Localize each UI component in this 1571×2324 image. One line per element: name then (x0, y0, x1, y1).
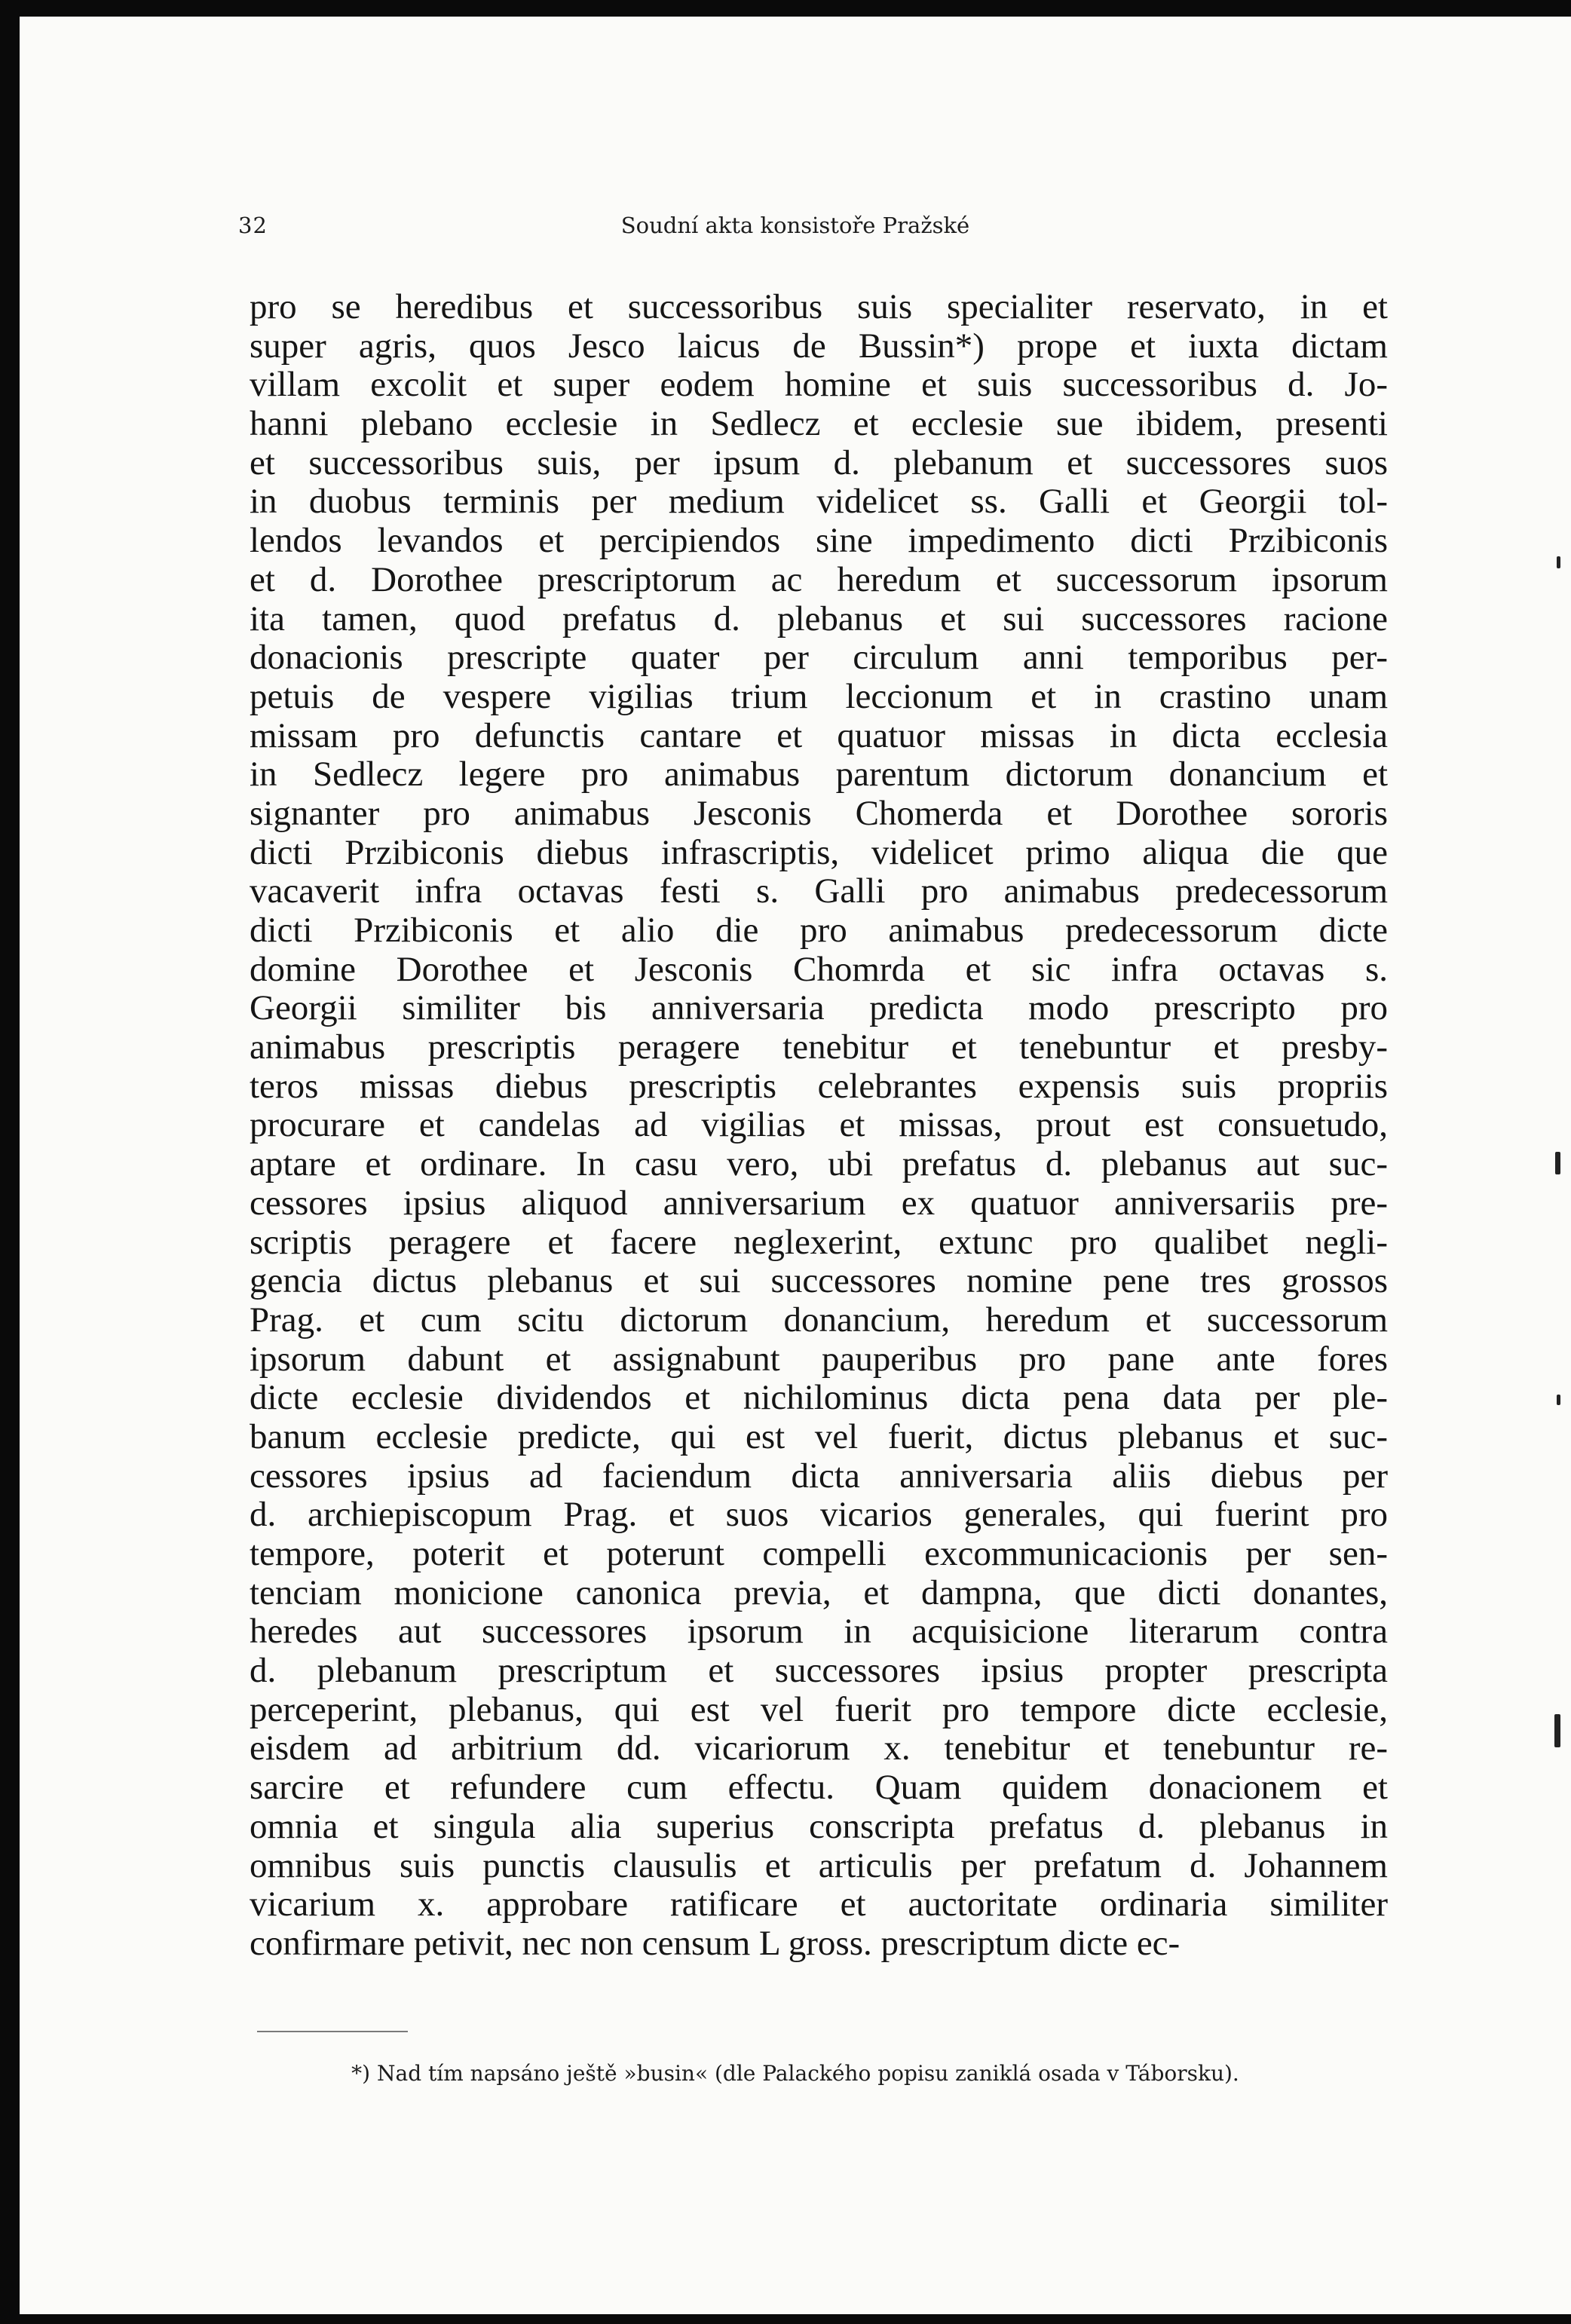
text-line: gencia dictus plebanus et sui successores nomine pene tres grossos (250, 1261, 1388, 1301)
scan-edge-mark (1557, 556, 1560, 568)
text-line: vacaverit infra octavas festi s. Galli pro animabus predecessorum (250, 871, 1388, 911)
page-header (20, 197, 1571, 243)
text-line: hanni plebano ecclesie in Sedlecz et ecclesie sue ibidem, presenti (250, 404, 1388, 444)
text-line: d. plebanum prescriptum et successores ipsius propter prescripta (250, 1651, 1388, 1691)
text-line: et d. Dorothee prescriptorum ac heredum et successorum ipsorum (250, 559, 1388, 599)
scan-edge-mark (1554, 1714, 1560, 1747)
text-line: heredes aut successores ipsorum in acquisicione literarum contra (250, 1612, 1388, 1652)
text-line: tempore, poterit et poterunt compelli excommunicacionis per sen- (250, 1534, 1388, 1573)
text-line: villam excolit et super eodem homine et suis successoribus d. Jo- (250, 365, 1388, 405)
text-line: ipsorum dabunt et assignabunt pauperibus pro pane ante fores (250, 1339, 1388, 1379)
page-number: 32 (238, 213, 268, 238)
footnote-divider (257, 2031, 408, 2032)
text-line: signanter pro animabus Jesconis Chomerda et Dorothee sororis (250, 793, 1388, 833)
text-line: domine Dorothee et Jesconis Chomrda et sic infra octavas s. (250, 949, 1388, 989)
text-line: omnibus suis punctis clausulis et articulis per prefatum d. Johannem (250, 1845, 1388, 1885)
text-line: confirmare petivit, nec non censum L gross. prescriptum dicte ec- (250, 1923, 1181, 1963)
text-line: Prag. et cum scitu dictorum donancium, heredum et successorum (250, 1300, 1388, 1340)
text-line: dicte ecclesie dividendos et nichilominus dicta pena data per ple- (250, 1378, 1388, 1418)
text-line: cessores ipsius aliquod anniversarium ex quatuor anniversariis pre- (250, 1183, 1388, 1223)
running-title: Soudní akta konsistoře Pražské (620, 213, 970, 238)
text-line: in Sedlecz legere pro animabus parentum dictorum donancium et (250, 755, 1388, 795)
text-line: sarcire et refundere cum effectu. Quam quidem donacionem et (250, 1768, 1388, 1808)
text-line: aptare et ordinare. In casu vero, ubi prefatus d. plebanus aut suc- (250, 1144, 1388, 1184)
text-line: in duobus terminis per medium videlicet ss. Galli et Georgii tol- (250, 482, 1388, 522)
text-line: pro se heredibus et successoribus suis specialiter reservato, in et (250, 287, 1388, 326)
text-line: donacionis prescripte quater per circulum anni temporibus per- (250, 638, 1388, 678)
text-line: perceperint, plebanus, qui est vel fuerit pro tempore dicte ecclesie, (250, 1689, 1388, 1729)
text-line: scriptis peragere et facere neglexerint, extunc pro qualibet negli- (250, 1222, 1388, 1262)
text-line: cessores ipsius ad faciendum dicta anniversaria aliis diebus per (250, 1456, 1388, 1496)
text-line: ita tamen, quod prefatus d. plebanus et sui successores racione (250, 599, 1388, 638)
text-line: tenciam monicione canonica previa, et dampna, que dicti donantes, (250, 1572, 1388, 1612)
body-text (250, 288, 1388, 1964)
text-line: et successoribus suis, per ipsum d. plebanum et successores suos (250, 442, 1388, 482)
text-line: procurare et candelas ad vigilias et missas, prout est consuetudo, (250, 1105, 1388, 1145)
text-line: omnia et singula alia superius conscripta prefatus d. plebanus in (250, 1806, 1388, 1846)
text-line: teros missas diebus prescriptis celebrantes expensis suis propriis (250, 1066, 1388, 1106)
scan-edge-mark (1557, 1395, 1560, 1405)
text-line: missam pro defunctis cantare et quatuor missas in dicta ecclesia (250, 715, 1388, 755)
text-line: dicti Przibiconis et alio die pro animabus predecessorum dicte (250, 911, 1388, 950)
text-line: petuis de vespere vigilias trium leccionum et in crastino unam (250, 676, 1388, 716)
text-line: Georgii similiter bis anniversaria predicta modo prescripto pro (250, 988, 1388, 1028)
text-line: d. archiepiscopum Prag. et suos vicarios generales, qui fuerint pro (250, 1495, 1388, 1535)
text-line: banum ecclesie predicte, qui est vel fuerit, dictus plebanus et suc- (250, 1416, 1388, 1456)
text-line: dicti Przibiconis diebus infrascriptis, videlicet primo aliqua die que (250, 832, 1388, 872)
text-line: vicarium x. approbare ratificare et auctoritate ordinaria similiter (250, 1885, 1388, 1924)
text-line: super agris, quos Jesco laicus de Bussin*) prope et iuxta dictam (250, 326, 1388, 366)
scan-edge-mark (1555, 1152, 1560, 1174)
scanned-page (20, 17, 1571, 2314)
text-line: lendos levandos et percipiendos sine impedimento dicti Przibiconis (250, 521, 1388, 561)
footnote: *) Nad tím napsáno ještě »busin« (dle Palackého popisu zaniklá osada v Táborsku). (351, 2061, 1239, 2086)
text-line: animabus prescriptis peragere tenebitur et tenebuntur et presby- (250, 1027, 1388, 1067)
text-line: eisdem ad arbitrium dd. vicariorum x. tenebitur et tenebuntur re- (250, 1728, 1388, 1768)
